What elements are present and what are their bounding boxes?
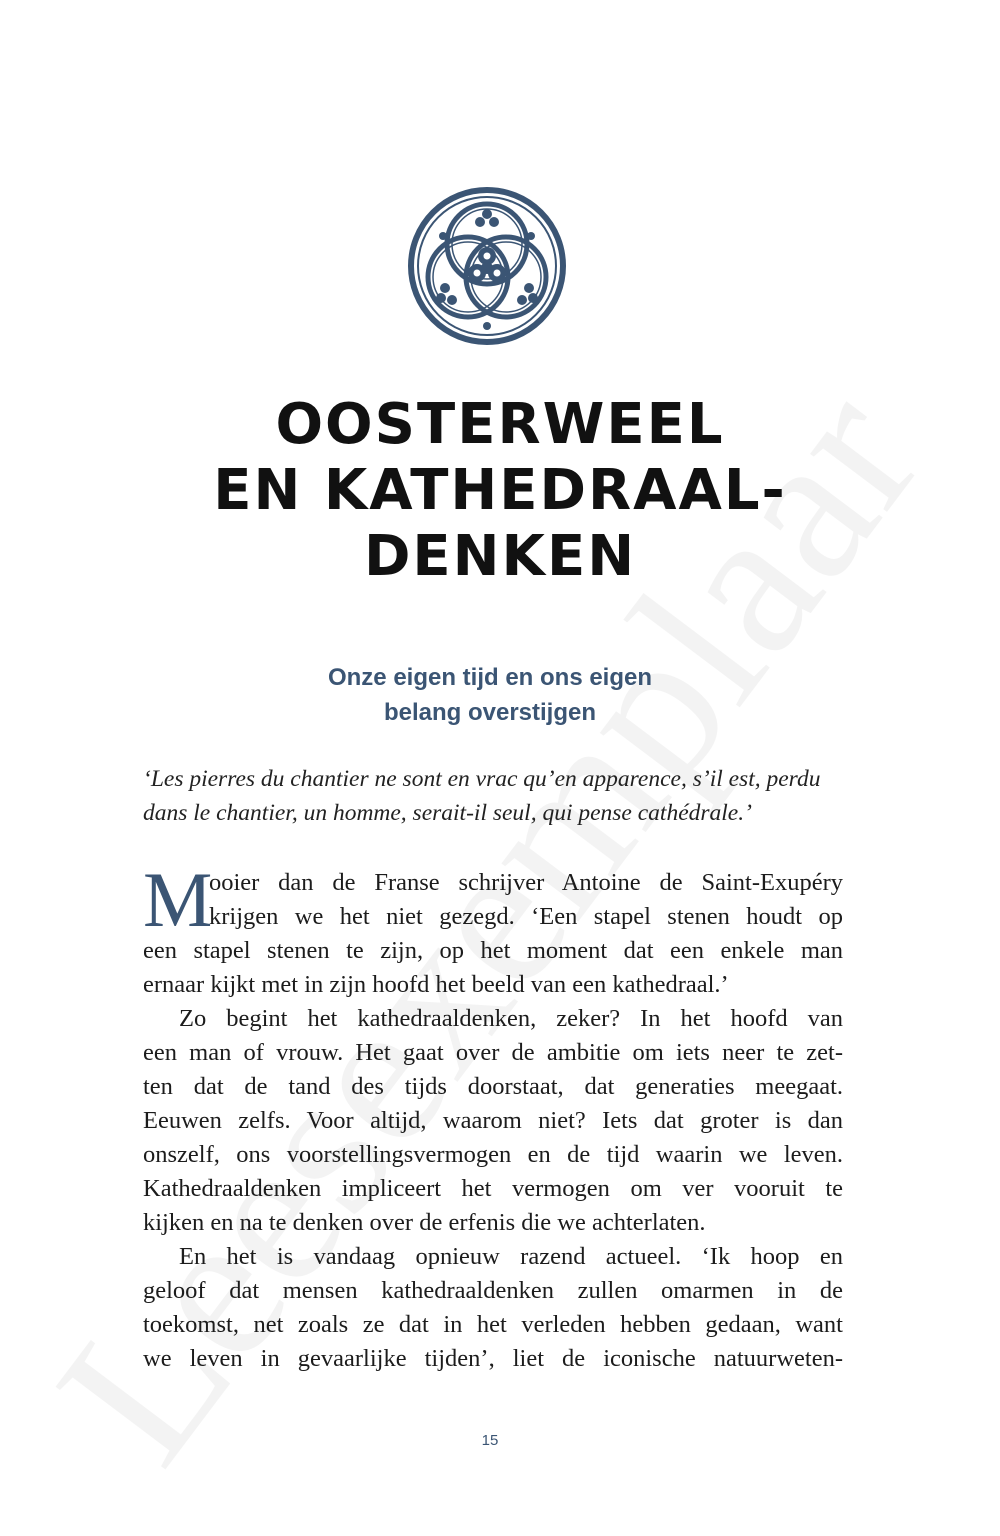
text-line: geloof dat mensen kathedraaldenken zullen omarmen in de — [143, 1277, 843, 1304]
chapter-title-line: EN KATHEDRAAL- — [213, 458, 787, 523]
drop-cap: M — [143, 856, 213, 943]
text-line: ooier dan de Franse schrijver Antoine de Saint-Exupéry — [209, 869, 843, 896]
text-line: Eeuwen zelfs. Voor altijd, waarom niet? Iets dat groter is dan — [143, 1107, 843, 1134]
epigraph-line: dans le chantier, un homme, serait-il seul, qui pense cathédrale.’ — [143, 800, 752, 826]
text-line: kijken en na te denken over de erfenis die we achterlaten. — [143, 1209, 706, 1236]
chapter-title-line: OOSTERWEEL — [275, 392, 725, 457]
epigraph-line: ‘Les pierres du chantier ne sont en vrac qu’en apparence, s’il est, perdu — [143, 766, 821, 792]
text-line: onszelf, ons voorstellingsvermogen en de tijd waarin we leven. — [143, 1141, 843, 1168]
chapter-subtitle-line: belang overstijgen — [383, 699, 597, 726]
text-line: een man of vrouw. Het gaat over de ambitie om iets neer te zet- — [143, 1039, 843, 1066]
text-line: Zo begint het kathedraaldenken, zeker? In het hoofd van — [179, 1005, 843, 1032]
chapter-title — [140, 392, 860, 590]
body-text — [143, 856, 843, 1376]
text-line: En het is vandaag opnieuw razend actueel. ‘Ik hoop en — [179, 1243, 843, 1270]
page-number: 15 — [481, 1432, 499, 1449]
text-line: een stapel stenen te zijn, op het moment dat een enkele man — [143, 937, 843, 964]
text-line: Kathedraaldenken impliceert het vermogen om ver vooruit te — [143, 1175, 843, 1202]
epigraph-quote — [143, 762, 863, 830]
text-line: ernaar kijkt met in zijn hoofd het beeld van een kathedraal.’ — [143, 971, 729, 998]
chapter-title-line: DENKEN — [363, 524, 637, 589]
text-line: ten dat de tand des tijds doorstaat, dat generaties meegaat. — [143, 1073, 843, 1100]
gothic-rose-window-icon — [407, 186, 567, 346]
text-line: krijgen we het niet gezegd. ‘Een stapel stenen houdt op — [209, 903, 843, 930]
chapter-subtitle — [200, 660, 780, 730]
chapter-subtitle-line: Onze eigen tijd en ons eigen — [327, 664, 653, 691]
text-line: we leven in gevaarlijke tijden’, liet de iconische natuurweten- — [143, 1345, 843, 1372]
text-line: toekomst, net zoals ze dat in het verleden hebben gedaan, want — [143, 1311, 843, 1338]
